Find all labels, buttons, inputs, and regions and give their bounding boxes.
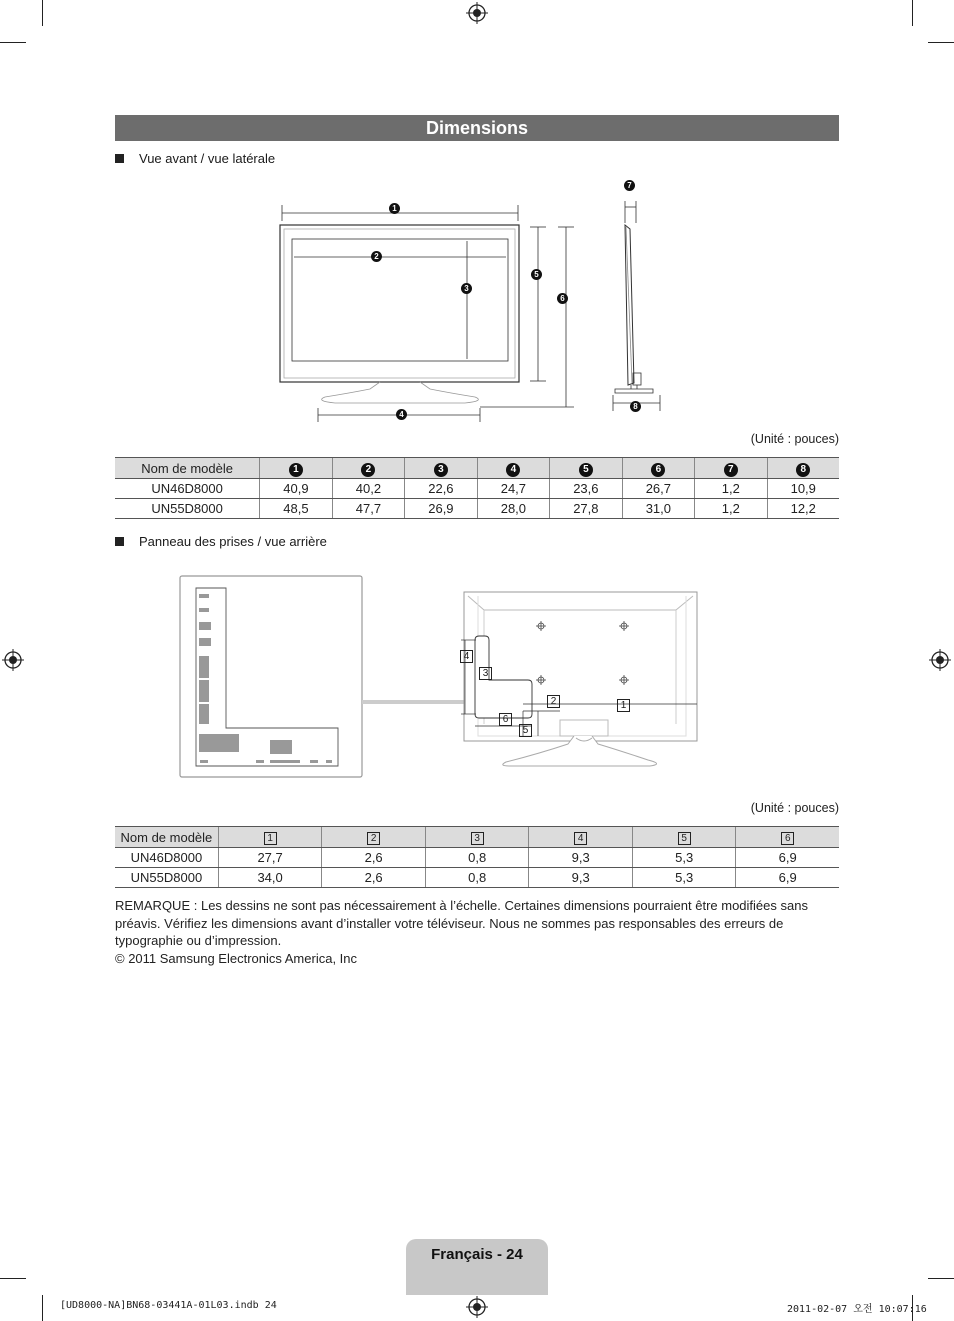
front-side-view-diagram (270, 175, 670, 430)
value-cell: 1,2 (695, 499, 767, 519)
registration-mark-icon (466, 2, 488, 24)
column-header (405, 458, 477, 479)
callout-6-icon: 6 (499, 713, 512, 726)
model-header: Nom de modèle (115, 827, 218, 848)
callout-8-icon: 8 (796, 463, 810, 477)
value-cell: 26,9 (405, 499, 477, 519)
column-header (260, 458, 332, 479)
callout-1-icon: 1 (389, 203, 400, 214)
value-cell: 31,0 (622, 499, 694, 519)
crop-mark (42, 1295, 43, 1321)
callout-8-icon: 8 (630, 401, 641, 412)
model-header: Nom de modèle (115, 458, 260, 479)
callout-4-icon: 4 (396, 409, 407, 420)
value-cell: 27,8 (550, 499, 622, 519)
value-cell: 22,6 (405, 479, 477, 499)
value-cell: 12,2 (767, 499, 839, 519)
rear-dimensions-table (115, 826, 839, 888)
column-header (477, 458, 549, 479)
model-cell: UN55D8000 (115, 499, 260, 519)
crop-mark (928, 42, 954, 43)
column-header (218, 827, 322, 848)
column-header (322, 827, 426, 848)
callout-5-icon: 5 (678, 832, 691, 845)
value-cell: 0,8 (425, 868, 529, 888)
front-dimensions-table (115, 457, 839, 519)
callout-6-icon: 6 (557, 293, 568, 304)
callout-4-icon: 4 (574, 832, 587, 845)
column-header (767, 458, 839, 479)
value-cell: 34,0 (218, 868, 322, 888)
rear-view-heading (115, 534, 327, 549)
callout-2-icon: 2 (547, 695, 560, 708)
value-cell: 5,3 (632, 848, 736, 868)
value-cell: 10,9 (767, 479, 839, 499)
value-cell: 47,7 (332, 499, 404, 519)
value-cell: 0,8 (425, 848, 529, 868)
note-label: REMARQUE (115, 898, 191, 913)
callout-1-icon: 1 (289, 463, 303, 477)
table-header-row (115, 827, 839, 848)
bullet-square-icon (115, 154, 124, 163)
front-view-heading-text: Vue avant / vue latérale (139, 151, 276, 166)
crop-mark (42, 0, 43, 26)
column-header (622, 458, 694, 479)
column-header (550, 458, 622, 479)
table-row (115, 848, 839, 868)
page-number-tab: Français - 24 (406, 1239, 548, 1295)
value-cell: 27,7 (218, 848, 322, 868)
callout-2-icon: 2 (361, 463, 375, 477)
value-cell: 24,7 (477, 479, 549, 499)
table-row (115, 499, 839, 519)
value-cell: 28,0 (477, 499, 549, 519)
value-cell: 48,5 (260, 499, 332, 519)
copyright: © 2011 Samsung Electronics America, Inc (115, 951, 358, 966)
rear-view-diagram (178, 574, 708, 780)
unit-note: (Unité : pouces) (750, 432, 839, 446)
model-cell: UN46D8000 (115, 848, 218, 868)
registration-mark-icon (466, 1296, 488, 1318)
callout-5-icon: 5 (519, 724, 532, 737)
section-title: Dimensions (115, 115, 839, 141)
value-cell: 40,2 (332, 479, 404, 499)
value-cell: 5,3 (632, 868, 736, 888)
table-header-row (115, 458, 839, 479)
model-cell: UN55D8000 (115, 868, 218, 888)
value-cell: 9,3 (529, 848, 633, 868)
model-cell: UN46D8000 (115, 479, 260, 499)
value-cell: 1,2 (695, 479, 767, 499)
value-cell: 23,6 (550, 479, 622, 499)
column-header (425, 827, 529, 848)
callout-7-icon: 7 (724, 463, 738, 477)
callout-6-icon: 6 (781, 832, 794, 845)
bullet-square-icon (115, 537, 124, 546)
callout-1-icon: 1 (617, 699, 630, 712)
value-cell: 6,9 (736, 848, 839, 868)
callout-4-icon: 4 (506, 463, 520, 477)
callout-1-icon: 1 (264, 832, 277, 845)
unit-note: (Unité : pouces) (750, 801, 839, 815)
callout-4-icon: 4 (460, 650, 473, 663)
column-header (632, 827, 736, 848)
value-cell: 2,6 (322, 868, 426, 888)
print-date-info: 2011-02-07 오전 10:07:16 (787, 1304, 927, 1315)
print-file-info: [UD8000-NA]BN68-03441A-01L03.indb 24 (60, 1300, 277, 1311)
crop-mark (0, 42, 26, 43)
column-header (695, 458, 767, 479)
table-row (115, 479, 839, 499)
column-header (529, 827, 633, 848)
crop-mark (0, 1278, 26, 1279)
value-cell: 2,6 (322, 848, 426, 868)
value-cell: 6,9 (736, 868, 839, 888)
note-paragraph (115, 897, 815, 950)
crop-mark (912, 0, 913, 26)
table-row (115, 868, 839, 888)
callout-3-icon: 3 (461, 283, 472, 294)
callout-5-icon: 5 (531, 269, 542, 280)
registration-mark-icon (929, 649, 951, 671)
callout-2-icon: 2 (371, 251, 382, 262)
callout-6-icon: 6 (651, 463, 665, 477)
value-cell: 26,7 (622, 479, 694, 499)
note-text: : Les dessins ne sont pas nécessairement à l’échelle. Certaines dimensions pourraient être modifiées sans préavis. Vérifiez les dimensions avant d’installer votre téléviseur. Nous ne sommes pas responsables des erreurs de typographie ou d’impression. (115, 898, 808, 948)
value-cell: 40,9 (260, 479, 332, 499)
registration-mark-icon (2, 649, 24, 671)
rear-view-heading-text: Panneau des prises / vue arrière (139, 534, 327, 549)
callout-3-icon: 3 (434, 463, 448, 477)
value-cell: 9,3 (529, 868, 633, 888)
callout-3-icon: 3 (471, 832, 484, 845)
column-header (736, 827, 839, 848)
front-view-heading (115, 151, 275, 166)
callout-3-icon: 3 (479, 667, 492, 680)
callout-5-icon: 5 (579, 463, 593, 477)
crop-mark (928, 1278, 954, 1279)
callout-2-icon: 2 (367, 832, 380, 845)
callout-7-icon: 7 (624, 180, 635, 191)
column-header (332, 458, 404, 479)
